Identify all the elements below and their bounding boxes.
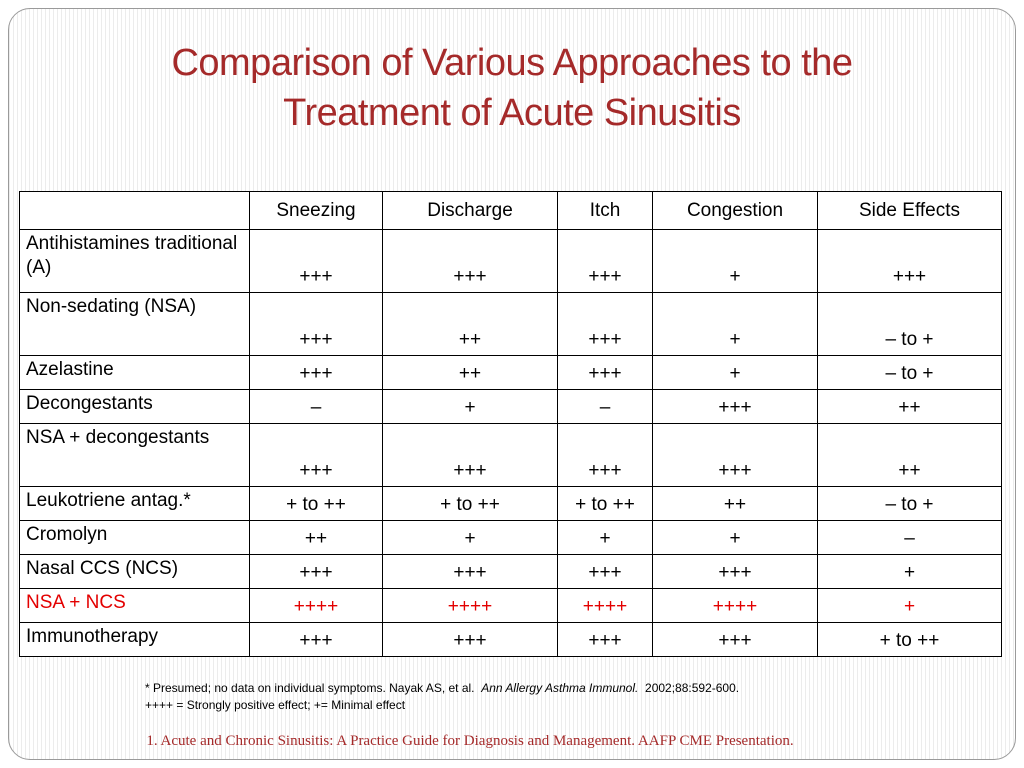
- table-row: [20, 487, 1002, 521]
- cell-value: –: [558, 390, 653, 424]
- column-header-itch: Itch: [558, 192, 653, 230]
- footnote-line-2: ++++ = Strongly positive effect; += Minimal effect: [145, 698, 406, 712]
- cell-value: –: [818, 521, 1002, 555]
- row-label: Immunotherapy: [20, 623, 250, 657]
- cell-value: ++: [818, 424, 1002, 487]
- cell-value: +++: [383, 555, 558, 589]
- row-label: NSA + NCS: [20, 589, 250, 623]
- row-label: Decongestants: [20, 390, 250, 424]
- cell-value: +++: [558, 623, 653, 657]
- source-citation: 1. Acute and Chronic Sinusitis: A Practice Guide for Diagnosis and Management. AAFP CME Presentation.: [146, 733, 794, 749]
- cell-value: +++: [250, 293, 383, 356]
- cell-value: +: [653, 230, 818, 293]
- footnote: [145, 680, 739, 714]
- cell-value: –: [250, 390, 383, 424]
- column-header-empty: [20, 192, 250, 230]
- table-row: [20, 424, 1002, 487]
- cell-value: +++: [558, 424, 653, 487]
- table-row: [20, 230, 1002, 293]
- column-header-discharge: Discharge: [383, 192, 558, 230]
- cell-value: +++: [653, 555, 818, 589]
- cell-value: +++: [558, 293, 653, 356]
- row-label: Non-sedating (NSA): [20, 293, 250, 356]
- row-label: NSA + decongestants: [20, 424, 250, 487]
- table-row: [20, 555, 1002, 589]
- table-row: [20, 390, 1002, 424]
- cell-value: +: [383, 390, 558, 424]
- footnote-journal: Ann Allergy Asthma Immunol.: [481, 681, 639, 695]
- cell-value: +++: [558, 555, 653, 589]
- cell-value: – to +: [818, 356, 1002, 390]
- slide-title: [0, 38, 1024, 138]
- table-row: [20, 356, 1002, 390]
- table-row: [20, 521, 1002, 555]
- footnote-citation: 2002;88:592-600.: [645, 681, 740, 695]
- table-row: [20, 623, 1002, 657]
- cell-value: +++: [250, 623, 383, 657]
- column-header-sneezing: Sneezing: [250, 192, 383, 230]
- cell-value: +++: [558, 230, 653, 293]
- cell-value: +++: [653, 424, 818, 487]
- cell-value: +++: [250, 555, 383, 589]
- footnote-line-1: [145, 680, 739, 697]
- cell-value: + to ++: [558, 487, 653, 521]
- cell-value: – to +: [818, 293, 1002, 356]
- cell-value: ++: [383, 356, 558, 390]
- cell-value: +: [558, 521, 653, 555]
- cell-value: +++: [250, 230, 383, 293]
- column-header-congestion: Congestion: [653, 192, 818, 230]
- table-row-highlighted: [20, 589, 1002, 623]
- cell-value: ++++: [383, 589, 558, 623]
- cell-value: ++: [383, 293, 558, 356]
- cell-value: ++++: [558, 589, 653, 623]
- cell-value: +++: [383, 230, 558, 293]
- cell-value: +: [383, 521, 558, 555]
- row-label: Azelastine: [20, 356, 250, 390]
- cell-value: ++: [653, 487, 818, 521]
- cell-value: +: [818, 589, 1002, 623]
- cell-value: + to ++: [818, 623, 1002, 657]
- cell-value: + to ++: [250, 487, 383, 521]
- cell-value: +++: [383, 424, 558, 487]
- cell-value: +: [653, 293, 818, 356]
- cell-value: ++++: [653, 589, 818, 623]
- cell-value: ++: [250, 521, 383, 555]
- row-label: Leukotriene antag.*: [20, 487, 250, 521]
- slide-title-line-2: Treatment of Acute Sinusitis: [283, 92, 741, 134]
- cell-value: ++++: [250, 589, 383, 623]
- cell-value: + to ++: [383, 487, 558, 521]
- footnote-text: * Presumed; no data on individual symptoms. Nayak AS, et al.: [145, 681, 475, 695]
- cell-value: +++: [818, 230, 1002, 293]
- table-header-row: [20, 192, 1002, 230]
- cell-value: +: [653, 521, 818, 555]
- cell-value: +++: [250, 356, 383, 390]
- table-row: [20, 293, 1002, 356]
- column-header-side-effects: Side Effects: [818, 192, 1002, 230]
- cell-value: +++: [558, 356, 653, 390]
- cell-value: +++: [383, 623, 558, 657]
- cell-value: – to +: [818, 487, 1002, 521]
- comparison-table: [19, 191, 1002, 657]
- row-label: Cromolyn: [20, 521, 250, 555]
- slide-title-line-1: Comparison of Various Approaches to the: [171, 42, 853, 84]
- row-label: Antihistamines traditional (A): [20, 230, 250, 293]
- row-label: Nasal CCS (NCS): [20, 555, 250, 589]
- cell-value: +++: [250, 424, 383, 487]
- cell-value: +++: [653, 390, 818, 424]
- cell-value: ++: [818, 390, 1002, 424]
- cell-value: +++: [653, 623, 818, 657]
- cell-value: +: [653, 356, 818, 390]
- cell-value: +: [818, 555, 1002, 589]
